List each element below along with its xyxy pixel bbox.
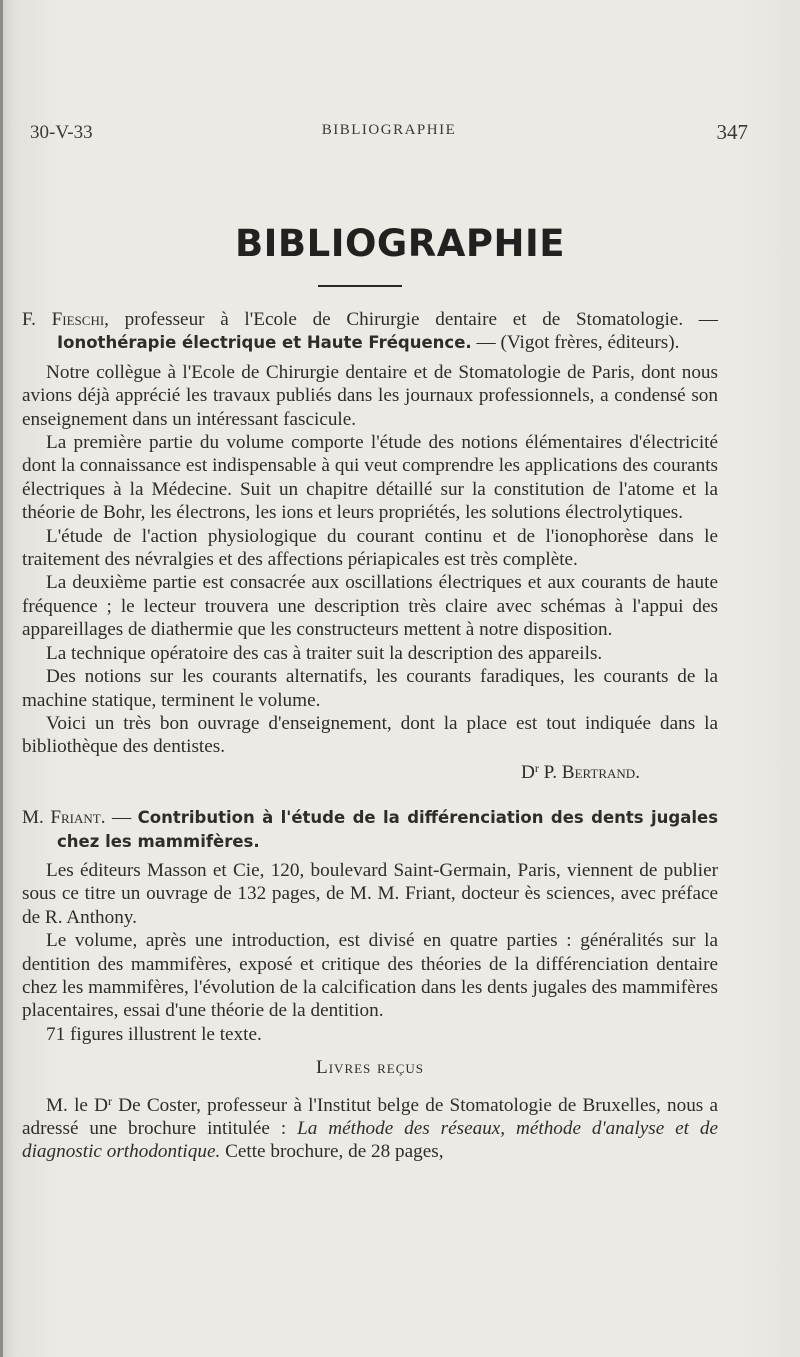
brochure-title: La méthode des réseaux, méthode d'analyse et de diagnostic orthodontique. xyxy=(22,1118,718,1163)
entry-1-paragraph: Notre collègue à l'Ecole de Chirurgie dentaire et de Stomatologie de Paris, dont nous avions déjà apprécié les travaux publiés dans les journaux professionnels, a condensé son enseignement dans un intéressant fascicule. xyxy=(22,361,718,430)
article-body xyxy=(22,308,718,1164)
title-rule xyxy=(318,285,402,287)
entry-2-title: Contribution à l'étude de la différenciation des dents jugales chez les mammifères. xyxy=(57,808,719,851)
entry-1-paragraph: La deuxième partie est consacrée aux oscillations électriques et aux courants de haute fréquence ; le lecteur trouvera une description très claire avec schémas à l'appui des appareillages de diathermie que les constructeurs mettent à notre disposition. xyxy=(22,572,718,641)
entry-1-paragraph: La première partie du volume comporte l'étude des notions élémentaires d'électricité dont la connaissance est indispensable à qui veut comprendre les applications des courants électriques à la Médecine. Suit un chapitre détaillé sur la constitution de l'atome et la théorie de Bohr, les électrons, les ions et leurs propriétés, les solutions électrolytiques. xyxy=(22,432,718,524)
running-head-section: BIBLIOGRAPHIE xyxy=(321,122,457,138)
entry-1-author: F. Fieschi, xyxy=(22,309,109,330)
entry-1-title: Ionothérapie électrique et Haute Fréquence. xyxy=(57,333,472,353)
entry-1-heading xyxy=(22,308,718,355)
entry-1-publisher: — (Vigot frères, éditeurs). xyxy=(471,332,680,354)
page-title: BIBLIOGRAPHIE xyxy=(234,222,566,265)
entry-2-paragraph: Le volume, après une introduction, est divisé en quatre parties : généralités sur la dentition des mammifères, exposé et critique des théories de la différenciation dentaire chez les mammifères, l'évolution de la calcification dans les dents jugales des mammifères placentaires, essai d'une théorie de la dentition. xyxy=(22,930,718,1022)
running-head xyxy=(30,118,748,148)
entry-1-signature: $D^r$ P. Bertrand. xyxy=(521,760,640,783)
entry-2-paragraph: 71 figures illustrent le texte. xyxy=(46,1023,262,1045)
page-number: 347 xyxy=(716,120,748,144)
entry-1-paragraph: Voici un très bon ouvrage d'enseignement, dont la place est tout indiquée dans la bibliothèque des dentistes. xyxy=(22,712,718,758)
received-paragraph: M. le $D^r$ De Coster, professeur à l'Institut belge de Stomatologie de Bruxelles, nous a adressé une brochure intitulée : La méthode des réseaux, méthode d'analyse et de diagnostic orthodontique. Cette brochure, de 28 pages, xyxy=(22,1093,718,1163)
entry-1-paragraph: L'étude de l'action physiologique du courant continu et de l'ionophorèse dans le traitement des névralgies et des affections périapicales est très complète. xyxy=(22,525,718,571)
entry-2-paragraph: Les éditeurs Masson et Cie, 120, boulevard Saint-Germain, Paris, viennent de publier sous ce titre un ouvrage de 132 pages, de M. M. Friant, docteur ès sciences, avec préface de R. Anthony. xyxy=(22,859,718,928)
entry-2-author: M. Friant. xyxy=(22,807,106,829)
received-books-heading: Livres reçus xyxy=(316,1057,424,1079)
running-head-date: 30-V-33 xyxy=(30,122,93,143)
entry-2-heading: M. Friant. — Contribution à l'étude de la différenciation des dents jugales chez les mammifères. xyxy=(22,807,719,851)
binding-edge xyxy=(0,0,3,1357)
entry-1-paragraph: La technique opératoire des cas à traiter suit la description des appareils. xyxy=(46,642,603,664)
entry-1-affiliation: professeur à l'Ecole de Chirurgie dentaire et de Stomatologie. — xyxy=(108,309,718,330)
entry-1-paragraph: Des notions sur les courants alternatifs, les courants faradiques, les courants de la machine statique, terminent le volume. xyxy=(22,666,718,711)
